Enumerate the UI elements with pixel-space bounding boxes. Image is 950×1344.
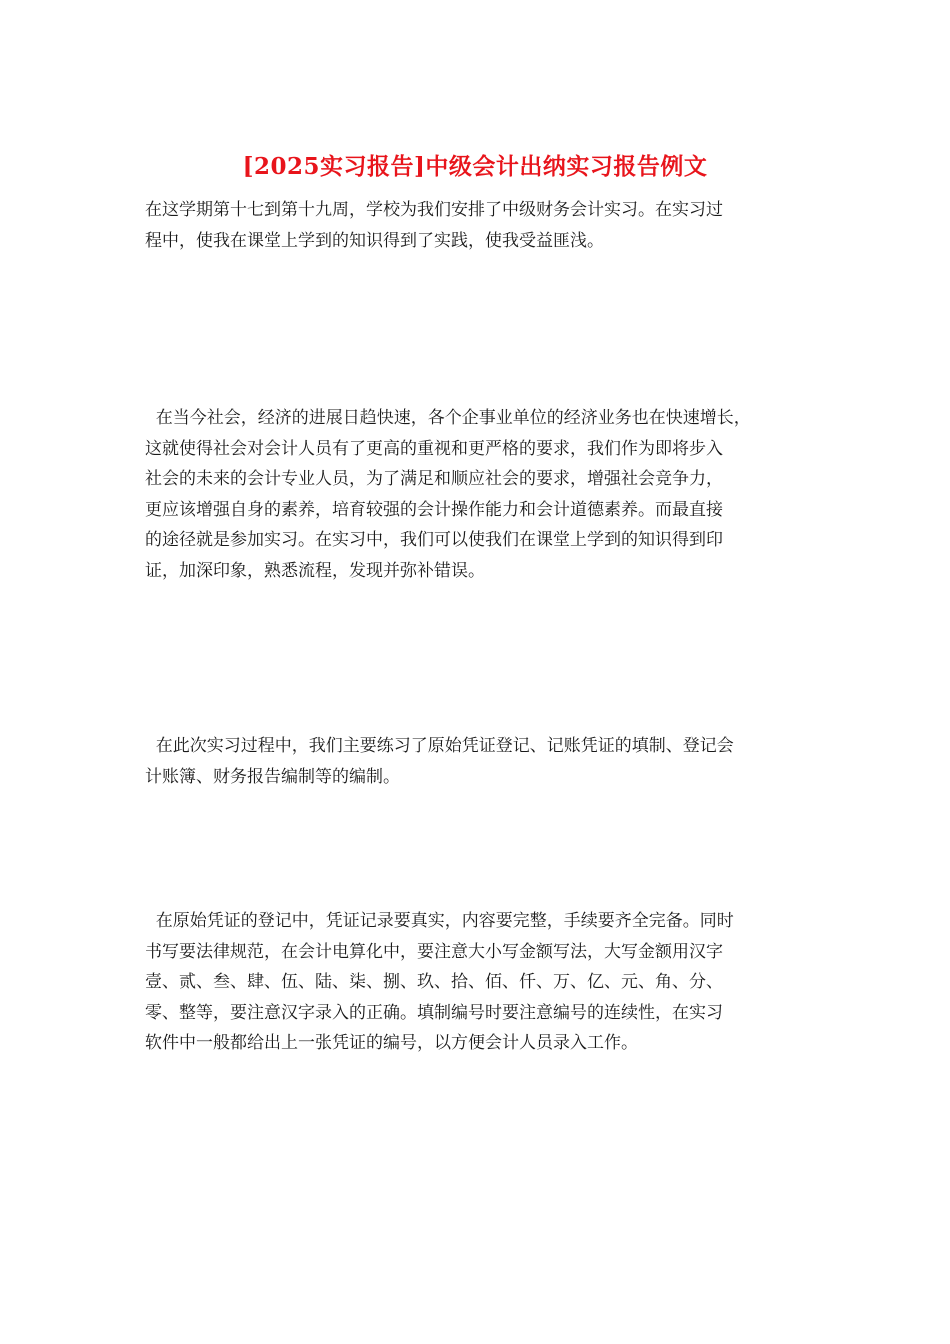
paragraph-line: 程中，使我在课堂上学到的知识得到了实践，使我受益匪浅。: [145, 230, 604, 251]
paragraph-line: 计账簿、财务报告编制等的编制。: [145, 766, 400, 787]
paragraph-line: 这就使得社会对会计人员有了更高的重视和更严格的要求，我们作为即将步入: [145, 438, 723, 459]
paragraph-line: 证，加深印象，熟悉流程，发现并弥补错误。: [145, 560, 485, 581]
paragraph-line: 壹、贰、叁、肆、伍、陆、柒、捌、玖、拾、佰、仟、万、亿、元、角、分、: [145, 972, 723, 992]
paragraph-4: [145, 906, 825, 1059]
paragraph-line: 在此次实习过程中，我们主要练习了原始凭证登记、记账凭证的填制、登记会: [145, 736, 734, 756]
paragraph-2: [145, 403, 825, 586]
paragraph-line: 的途径就是参加实习。在实习中，我们可以使我们在课堂上学到的知识得到印: [145, 530, 723, 550]
paragraph-3: [145, 731, 825, 792]
paragraph-line: 零、整等，要注意汉字录入的正确。填制编号时要注意编号的连续性，在实习: [145, 1002, 723, 1023]
paragraph-1: [145, 195, 825, 256]
paragraph-line: 更应该增强自身的素养，培育较强的会计操作能力和会计道德素养。而最直接: [145, 499, 723, 520]
paragraph-line: 社会的未来的会计专业人员，为了满足和顺应社会的要求，增强社会竞争力，: [145, 469, 723, 489]
paragraph-line: 在原始凭证的登记中，凭证记录要真实，内容要完整，手续要齐全完备。同时: [145, 911, 734, 931]
paragraph-line: 软件中一般都给出上一张凭证的编号，以方便会计人员录入工作。: [145, 1033, 638, 1053]
document-title: [2025实习报告]中级会计出纳实习报告例文: [242, 153, 708, 180]
paragraph-line: 书写要法律规范，在会计电算化中，要注意大小写金额写法，大写金额用汉字: [145, 941, 723, 962]
paragraph-line: 在这学期第十七到第十九周，学校为我们安排了中级财务会计实习。在实习过: [145, 200, 723, 220]
paragraph-line: 在当今社会，经济的进展日趋快速，各个企事业单位的经济业务也在快速增长，: [145, 408, 751, 428]
